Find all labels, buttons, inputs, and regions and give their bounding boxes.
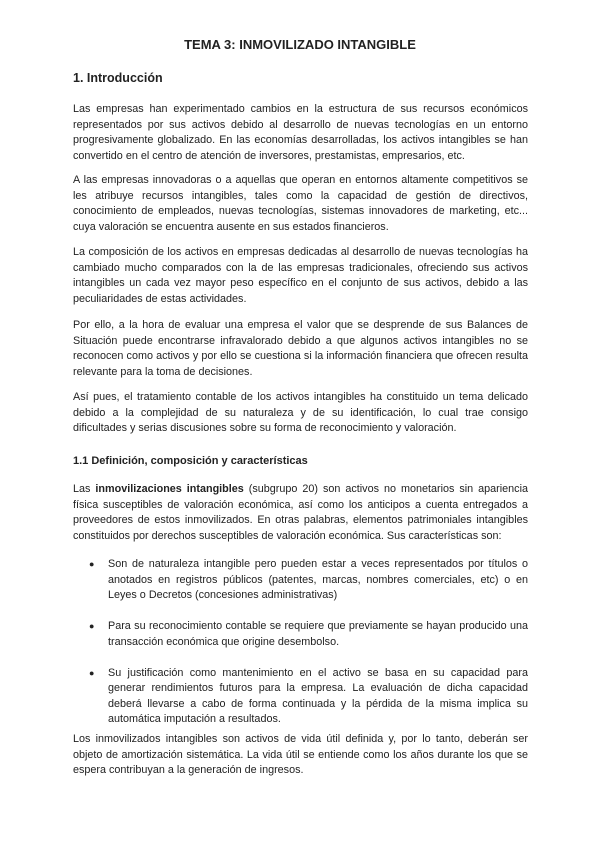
- characteristics-list: [73, 557, 528, 728]
- list-item: [73, 557, 528, 604]
- paragraph-definition: [73, 482, 528, 544]
- paragraph-closing: Los inmovilizados intangibles son activos de vida útil definida y, por lo tanto, deberán ser objeto de amortización sistemática. La vida útil se entiende como los años durante los que se espera contribuyan a la generación de ingresos.: [73, 733, 528, 776]
- definition-text: (subgrupo 20) son activos no monetarios sin apariencia física susceptibles de valoración económica, así como los anticipos a cuenta entregados a proveedores de estos inmovilizados. En otras palabras, elementos patrimoniales intangibles constituidos por derechos susceptibles de valoración económica. Sus características son:: [73, 483, 528, 542]
- definition-term: inmovilizaciones intangibles: [95, 483, 244, 495]
- paragraph-5: Así pues, el tratamiento contable de los activos intangibles ha constituido un tema delicado debido a la complejidad de su naturaleza y de su identificación, lo cual trae consigo dificultades y serias discusiones sobre su forma de reconocimiento y valoración.: [73, 391, 528, 434]
- list-item-text: Para su reconocimiento contable se requiere que previamente se hayan producido una transacción económica que origine desembolso.: [108, 620, 528, 648]
- bullet-icon: ●: [89, 621, 95, 631]
- page-title: TEMA 3: INMOVILIZADO INTANGIBLE: [184, 37, 416, 52]
- bullet-icon: ●: [89, 667, 95, 678]
- definition-prefix: Las: [73, 483, 96, 495]
- paragraph-1: Las empresas han experimentado cambios en la estructura de sus recursos económicos representados por sus activos debido al desarrollo de nuevas tecnologías en un entorno progresivamente globalizado. En las economías desarrolladas, los activos intangibles se han convertido en el centro de atención de inversores, prestamistas, empresarios, etc.: [73, 103, 528, 162]
- paragraph-3: La composición de los activos en empresas dedicadas al desarrollo de nuevas tecnologías ha cambiado mucho comparados con la de las empresas tradicionales, ofreciendo sus activos intangibles un cada vez mayor peso específico en el conjunto de sus activos, debido a las peculiaridades de estas actividades.: [73, 246, 528, 305]
- list-item: [73, 619, 528, 650]
- list-item: [73, 666, 528, 728]
- bullet-icon: ●: [89, 559, 95, 569]
- section-heading-introduccion: 1. Introducción: [73, 71, 163, 85]
- list-item-text: Su justificación como mantenimiento en el activo se basa en su capacidad para generar rendimientos futuros para la empresa. La evaluación de dicha capacidad deberá llevarse a cabo de forma continuada y la pérdida de la misma implica su automática imputación a resultados.: [108, 666, 528, 725]
- list-item-text: Son de naturaleza intangible pero pueden estar a veces representados por títulos o anotados en registros públicos (patentes, marcas, nombres comerciales, etc) o en Leyes o Decretos (concesiones administrativas): [108, 558, 528, 601]
- subsection-heading-definicion: 1.1 Definición, composición y características: [73, 455, 308, 467]
- paragraph-2: A las empresas innovadoras o a aquellas que operan en entornos altamente competitivos se les atribuye recursos intangibles, tales como la capacidad de gestión de directivos, conocimiento de empleados, nuevas tecnologías, sistemas innovadores de marketing, etc... cuya valoración se encuentra ausente en sus estados financieros.: [73, 174, 528, 233]
- paragraph-4: Por ello, a la hora de evaluar una empresa el valor que se desprende de sus Balances de Situación puede encontrarse infravalorado debido a que algunos activos intangibles no se reconocen como activos y por ello se cuestiona si la información financiera que ofrecen resulta relevante para la toma de decisiones.: [73, 319, 528, 378]
